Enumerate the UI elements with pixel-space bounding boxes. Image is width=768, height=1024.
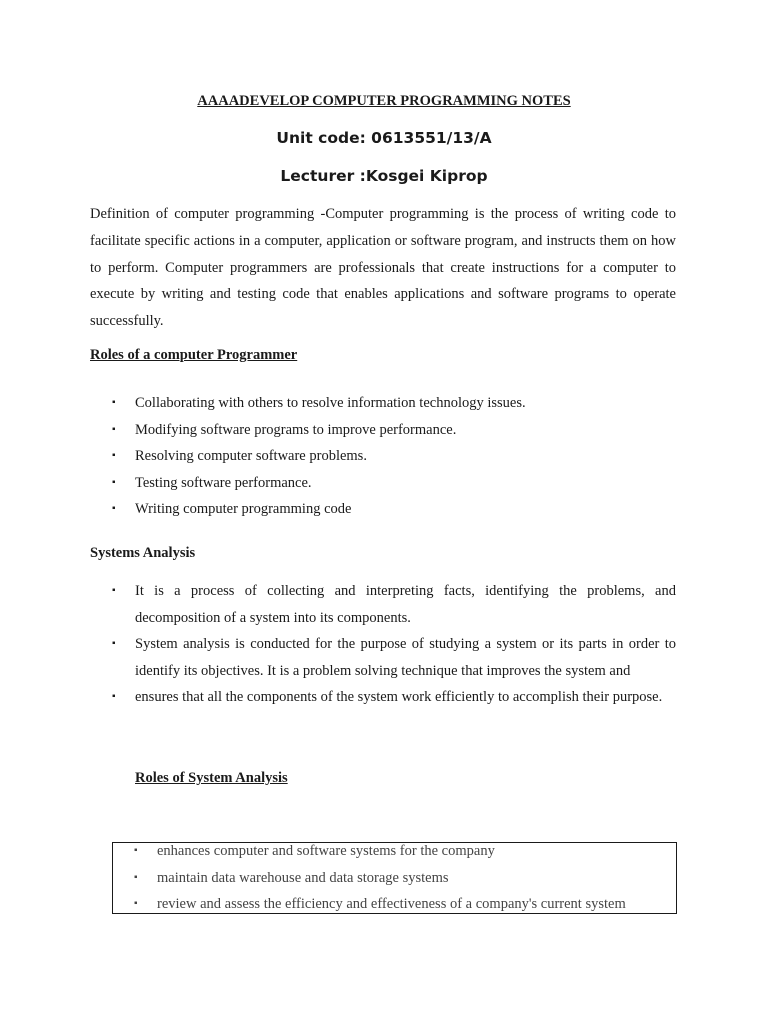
list-item-text: It is a process of collecting and interpreting facts, identifying the problems, and decomposition of a system into its components. [135, 583, 676, 626]
roles-system-analysis-heading-text: Roles of System Analysis [135, 770, 288, 786]
list-item [90, 684, 676, 711]
roles-programmer-list [90, 390, 676, 523]
list-item [90, 417, 676, 444]
systems-analysis-list [90, 578, 676, 711]
roles-programmer-heading [90, 347, 297, 364]
bullet-icon: ▪ [112, 476, 116, 488]
list-item-text: Collaborating with others to resolve information technology issues. [135, 395, 526, 411]
list-item-text: maintain data warehouse and data storage systems [157, 869, 449, 886]
bullet-icon: ▪ [134, 898, 138, 910]
list-item [90, 578, 676, 631]
list-item-text: enhances computer and software systems for the company [157, 843, 495, 859]
bullet-icon: ▪ [134, 871, 138, 883]
bullet-icon: ▪ [112, 503, 116, 515]
lecturer-name: Lecturer :Kosgei Kiprop [280, 167, 488, 185]
bullet-icon: ▪ [134, 845, 138, 856]
list-item-text: ensures that all the components of the system work efficiently to accomplish their purpose. [135, 689, 663, 706]
unit-code: Unit code: 0613551/13/A [276, 129, 492, 147]
systems-analysis-heading: Systems Analysis [90, 545, 196, 561]
list-item [112, 891, 677, 918]
bullet-icon: ▪ [112, 585, 116, 596]
list-item-text: Modifying software programs to improve performance. [135, 421, 457, 438]
list-item [90, 631, 676, 684]
document-title: AAAADEVELOP COMPUTER PROGRAMMING NOTES [197, 93, 571, 109]
roles-programmer-heading-text: Roles of a computer Programmer [90, 347, 298, 363]
list-item [90, 443, 676, 470]
list-item [90, 390, 676, 417]
list-item-text: System analysis is conducted for the purpose of studying a system or its parts in order to identify its objectives. It is a problem solving technique that improves the system and [135, 636, 676, 679]
bullet-icon: ▪ [112, 638, 116, 650]
list-item-text: Resolving computer software problems. [135, 448, 367, 465]
bullet-icon: ▪ [112, 397, 116, 408]
bullet-icon: ▪ [112, 691, 116, 703]
list-item-text: Testing software performance. [135, 474, 312, 491]
bullet-icon: ▪ [112, 423, 116, 435]
list-item [112, 865, 677, 892]
list-item [112, 838, 677, 865]
bullet-icon: ▪ [112, 450, 116, 462]
list-item [90, 470, 676, 497]
list-item-text: review and assess the efficiency and effectiveness of a company's current system [157, 896, 626, 913]
roles-system-analysis-list [112, 838, 677, 918]
definition-paragraph: Definition of computer programming -Computer programming is the process of writing code to facilitate specific actions in a computer, application or software program, and instructs them on how to perform. Computer programmers are professionals that create instructions for a computer to execute by writing and testing code that enables applications and software programs to operate successfully. [90, 206, 676, 330]
list-item [90, 496, 676, 523]
roles-system-analysis-heading [135, 770, 288, 787]
list-item-text: Writing computer programming code [135, 501, 352, 518]
